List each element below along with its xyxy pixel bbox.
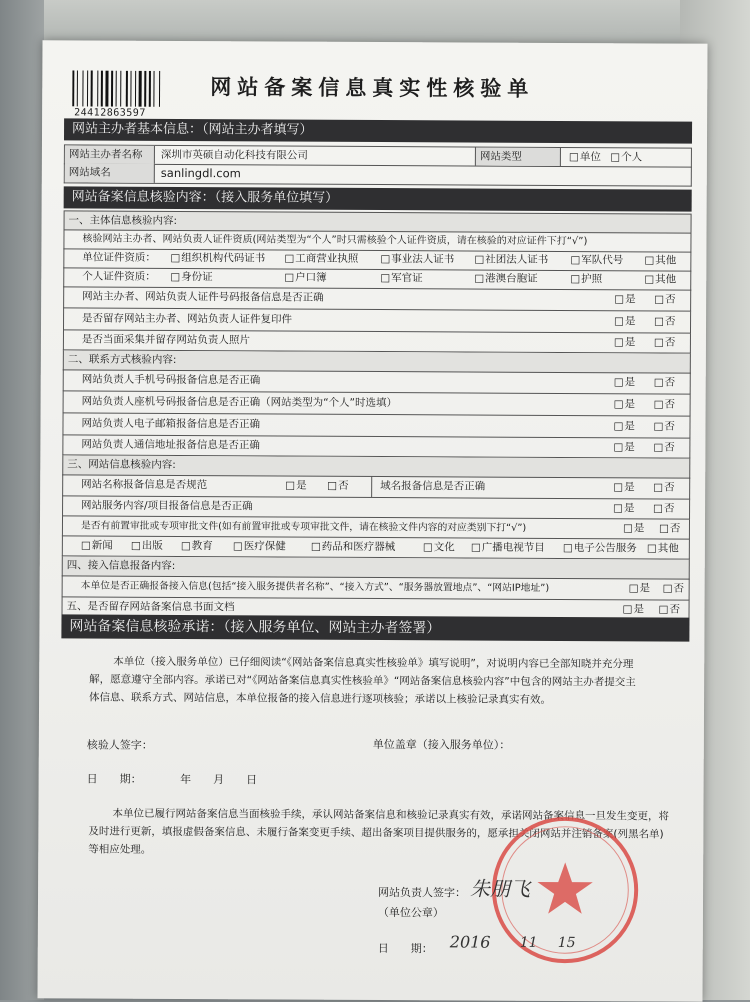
approval-education[interactable]: □ 教育 bbox=[181, 537, 213, 556]
q12-no[interactable]: □ 否 bbox=[658, 600, 680, 619]
basic-info-header: 网站主办者基本信息：（网站主办者填写） bbox=[64, 118, 692, 143]
sign-month: 11 bbox=[519, 934, 538, 951]
q1-yes[interactable]: □ 是 bbox=[614, 289, 636, 310]
type-unit-checkbox[interactable]: □ 单位 bbox=[569, 151, 601, 163]
personal-cert-row: 个人证件资质： □ 身份证 □ 户口簿 □ 军官证 □ 港澳台胞证 □ 护照 □ 其他 bbox=[63, 267, 691, 290]
q11-yes[interactable]: □ 是 bbox=[629, 578, 651, 599]
promise-header: 网站备案信息核验承诺：（接入服务单位、网站主办者签署） bbox=[61, 614, 689, 641]
form-title: 网站备案信息真实性核验单 bbox=[210, 74, 535, 101]
sign-day: 15 bbox=[557, 934, 576, 952]
approval-drugs[interactable]: □ 药品和医疗器械 bbox=[311, 538, 396, 557]
owner-seal-label: （单位公章） bbox=[377, 906, 444, 920]
owner-value[interactable]: 深圳市英硕自动化科技有限公司 bbox=[160, 148, 308, 162]
q10-yes[interactable]: □ 是 bbox=[623, 519, 645, 538]
cert-army-checkbox[interactable]: □ 军队代号 bbox=[570, 251, 623, 270]
cert-household-checkbox[interactable]: □ 户口簿 bbox=[284, 269, 327, 288]
domain-row bbox=[64, 163, 692, 186]
approval-other[interactable]: □ 其他 bbox=[647, 539, 679, 558]
owner-label: 网站主办者名称 bbox=[65, 145, 155, 163]
q2-row: 是否留存网站主办者、网站负责人证件复印件 □ 是 □ 否 bbox=[63, 308, 691, 333]
owner-signature: 朱朋飞 bbox=[470, 876, 531, 901]
cert-society-checkbox[interactable]: □ 社团法人证书 bbox=[474, 251, 548, 270]
q3-row: 是否当面采集并留存网站负责人照片 □ 是 □ 否 bbox=[63, 330, 691, 353]
barcode-number: 24412863597 bbox=[74, 107, 146, 119]
cert-instruction-row: 核验网站主办者、网站负责人证件资质(网站类型为“个人”时只需核验个人证件资质，请在核验的对应证件下打“√”) bbox=[63, 229, 691, 252]
q10-no[interactable]: □ 否 bbox=[659, 520, 681, 539]
promise-paragraph-2: 本单位已履行网站备案信息当面核验手续，承认网站备案信息和核验记录真实有效，承诺网站备案信息一旦发生变更，将 及时进行更新，填报虚假备案信息、未履行备案变更手续、超出备案项目提供服务的，愿承担关闭网站并注销备案(列黑名单) 等相应处理。 bbox=[88, 807, 669, 856]
section-3: 三、网站信息核验内容: bbox=[62, 455, 690, 478]
q5-yes[interactable]: □ 是 bbox=[614, 394, 636, 415]
promise-paragraph-1: 本单位（接入服务单位）已仔细阅读“《网站备案信息真实性核验单》填写说明”，对说明内容已全部知晓并充分理 解，愿意遵守全部内容。承诺已对“《网站备案信息真实性核验单》“网站备案信息核验内容”中包含的网站主办者提交主 体信息、联系方式、网站信息，本单位报备的接入信息进行逐项核验；承诺以上核验记录真实有效。 bbox=[89, 655, 636, 706]
q5-no[interactable]: □ 否 bbox=[654, 394, 676, 415]
cert-other2-checkbox[interactable]: □ 其他 bbox=[644, 270, 676, 289]
q5-row: 网站负责人座机号码报备信息是否正确（网站类型为“个人”时选填） □ 是 □ 否 bbox=[63, 391, 691, 416]
approval-news[interactable]: □ 新闻 bbox=[81, 536, 113, 555]
barcode-image bbox=[72, 70, 182, 107]
approval-culture[interactable]: □ 文化 bbox=[423, 538, 455, 557]
cert-id-card-checkbox[interactable]: □ 身份证 bbox=[170, 268, 213, 287]
approval-medical[interactable]: □ 医疗保健 bbox=[233, 537, 286, 556]
section-5-row: 五、是否留存网站备案信息书面文档 □ 是 □ 否 bbox=[61, 597, 689, 620]
q6-row: 网站负责人电子邮箱报备信息是否正确 □ 是 □ 否 bbox=[62, 413, 690, 438]
sign-year: 2016 bbox=[449, 932, 491, 952]
q12-yes[interactable]: □ 是 bbox=[622, 600, 644, 619]
date-label-1: 日 期： 年 月 日 bbox=[86, 772, 258, 787]
q4-yes[interactable]: □ 是 bbox=[614, 372, 636, 393]
domain-label: 网站域名 bbox=[65, 163, 155, 182]
type-label: 网站类型 bbox=[475, 148, 561, 166]
q2-no[interactable]: □ 否 bbox=[654, 311, 676, 332]
verification-form bbox=[37, 40, 707, 1001]
q11-row: 本单位是否正确报备接入信息(包括“接入服务提供者名称”、“接入方式”、“服务器放置地点”、“网站IP地址”) □ 是 □ 否 bbox=[62, 575, 690, 600]
q2-yes[interactable]: □ 是 bbox=[614, 311, 636, 332]
q3-yes[interactable]: □ 是 bbox=[614, 333, 636, 352]
approval-bulletin[interactable]: □ 电子公告服务 bbox=[563, 539, 637, 558]
domain-value[interactable]: sanlingdl.com bbox=[160, 165, 241, 181]
approval-publish[interactable]: □ 出版 bbox=[131, 537, 163, 556]
q8-no[interactable]: □ 否 bbox=[327, 476, 349, 497]
cert-hk-taiwan-checkbox[interactable]: □ 港澳台胞证 bbox=[474, 270, 538, 289]
q9-yes[interactable]: □ 是 bbox=[613, 499, 635, 518]
section-2: 二、联系方式核验内容: bbox=[63, 350, 691, 373]
q8b-yes[interactable]: □ 是 bbox=[613, 477, 635, 498]
owner-signature-label: 网站负责人签字： bbox=[378, 886, 467, 900]
section-4: 四、接入信息报备内容: bbox=[62, 556, 690, 579]
q1-row: 网站主办者、网站负责人证件号码报备信息是否正确 □ 是 □ 否 bbox=[63, 286, 691, 311]
cert-business-license-checkbox[interactable]: □ 工商营业执照 bbox=[284, 250, 358, 269]
q8-yes[interactable]: □ 是 bbox=[285, 476, 307, 497]
q3-no[interactable]: □ 否 bbox=[654, 333, 676, 352]
cert-officer-checkbox[interactable]: □ 军官证 bbox=[380, 269, 423, 288]
approval-broadcast[interactable]: □ 广播电视节目 bbox=[471, 539, 545, 558]
verify-header: 网站备案信息核验内容：（接入服务单位填写） bbox=[64, 186, 692, 211]
q7-no[interactable]: □ 否 bbox=[653, 438, 675, 457]
section-1: 一、主体信息核验内容: bbox=[64, 210, 692, 233]
unit-seal-label: 单位盖章（接入服务单位）： bbox=[372, 738, 511, 752]
cert-org-code-checkbox[interactable]: □ 组织机构代码证书 bbox=[170, 249, 265, 268]
cert-other-checkbox[interactable]: □ 其他 bbox=[644, 251, 676, 270]
q7-yes[interactable]: □ 是 bbox=[613, 438, 635, 457]
cert-institution-checkbox[interactable]: □ 事业法人证书 bbox=[380, 250, 454, 269]
q6-yes[interactable]: □ 是 bbox=[613, 416, 635, 437]
q4-no[interactable]: □ 否 bbox=[654, 372, 676, 393]
q4-row: 网站负责人手机号码报备信息是否正确 □ 是 □ 否 bbox=[63, 369, 691, 394]
q9-row: 网站服务内容/项目报备信息是否正确 □ 是 □ 否 bbox=[62, 496, 690, 519]
unit-cert-row: 单位证件资质： □ 组织机构代码证书 □ 工商营业执照 □ 事业法人证书 □ 社团法人证书 □ 军队代号 □ 其他 bbox=[63, 248, 691, 271]
q6-no[interactable]: □ 否 bbox=[653, 416, 675, 437]
cert-passport-checkbox[interactable]: □ 护照 bbox=[570, 270, 602, 289]
verifier-signature-label: 核验人签字： bbox=[86, 738, 153, 752]
q11-no[interactable]: □ 否 bbox=[663, 579, 685, 600]
q8-row: 网站名称报备信息是否规范 □ 是 □ 否 域名报备信息是否正确 □ 是 □ 否 bbox=[62, 474, 690, 499]
q10-row: 是否有前置审批或专项审批文件(如有前置审批或专项审批文件，请在核验文件内容的对应类别下打“√”) □ 是 □ 否 bbox=[62, 516, 690, 539]
q9-no[interactable]: □ 否 bbox=[653, 499, 675, 518]
q1-no[interactable]: □ 否 bbox=[654, 289, 676, 310]
q8b-no[interactable]: □ 否 bbox=[653, 477, 675, 498]
date-label-2: 日 期： bbox=[377, 942, 433, 956]
type-personal-checkbox[interactable]: □ 个人 bbox=[610, 151, 642, 163]
q7-row: 网站负责人通信地址报备信息是否正确 □ 是 □ 否 bbox=[62, 435, 690, 458]
